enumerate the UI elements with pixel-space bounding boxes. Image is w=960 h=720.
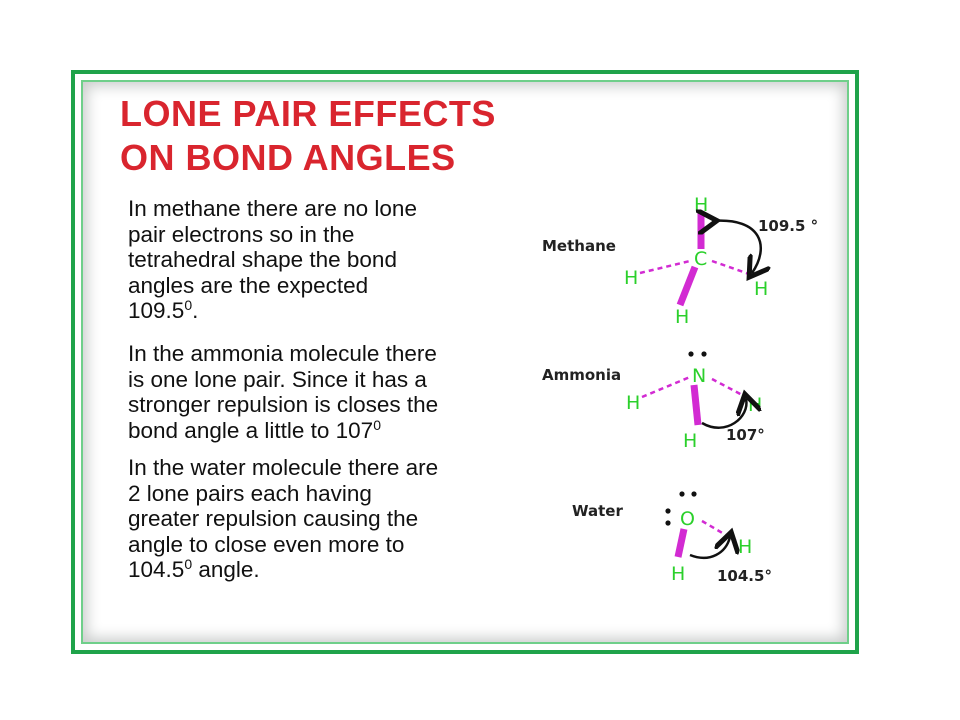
text-line: angle to close even more to xyxy=(128,531,405,557)
text-line: tetrahedral shape the bond xyxy=(128,247,397,272)
text-line: stronger repulsion is closes the xyxy=(128,392,439,417)
slide-title xyxy=(120,92,496,180)
hydrogen-atom: H xyxy=(624,267,639,289)
ammonia-diagram xyxy=(542,351,765,452)
bond-dashed xyxy=(712,379,746,397)
text-line: pair electrons so in the xyxy=(128,221,355,247)
angle-arrow xyxy=(712,221,761,273)
text-line: greater repulsion causing the xyxy=(128,506,419,531)
water-angle: 104.5° xyxy=(717,567,772,585)
water-label: Water xyxy=(572,502,623,520)
lone-pair-dot xyxy=(665,508,670,513)
bond-dashed xyxy=(642,377,690,397)
ammonia-paragraph xyxy=(128,341,528,443)
hydrogen-atom: H xyxy=(626,392,641,414)
bond-wedge xyxy=(694,385,698,425)
oxygen-atom: O xyxy=(680,508,695,530)
line-text: bond angle a little to 107 xyxy=(128,417,374,443)
text-line: angles are the expected xyxy=(128,272,369,298)
lone-pair-dot xyxy=(688,351,693,356)
lone-pair-dot xyxy=(665,520,670,525)
degree-superscript: 0 xyxy=(184,556,193,572)
water-paragraph xyxy=(128,455,528,583)
bond-dashed xyxy=(712,261,752,275)
line-suffix: . xyxy=(192,298,199,323)
hydrogen-atom: H xyxy=(694,194,709,216)
angle-arrow xyxy=(690,537,730,558)
nitrogen-atom: N xyxy=(692,365,707,387)
text-line: is one lone pair. Since it has a xyxy=(128,366,427,392)
lone-pair-dot xyxy=(691,491,696,496)
text-line xyxy=(128,298,528,324)
title-line-2: ON BOND ANGLES xyxy=(120,137,456,178)
methane-diagram xyxy=(542,194,818,328)
hydrogen-atom: H xyxy=(754,278,769,300)
angle-value: 109.5 xyxy=(128,298,185,323)
text-line xyxy=(128,418,528,444)
ammonia-label: Ammonia xyxy=(542,366,622,384)
bond-dashed xyxy=(640,261,690,273)
hydrogen-atom: H xyxy=(675,306,690,328)
text-line: In the water molecule there are xyxy=(128,455,439,480)
text-line xyxy=(128,557,528,583)
carbon-atom: C xyxy=(694,248,708,270)
line-suffix: angle. xyxy=(192,557,260,582)
methane-label: Methane xyxy=(542,237,616,255)
methane-paragraph xyxy=(128,196,528,324)
lone-pair-dot xyxy=(701,351,706,356)
ammonia-angle: 107° xyxy=(726,426,765,444)
title-line-1: LONE PAIR EFFECTS xyxy=(120,93,496,134)
hydrogen-atom: H xyxy=(738,536,753,558)
hydrogen-atom: H xyxy=(671,563,686,585)
angle-arrow xyxy=(702,399,746,428)
molecule-diagrams xyxy=(530,185,850,605)
text-line: 2 lone pairs each having xyxy=(128,480,372,506)
text-line: In the ammonia molecule there xyxy=(128,341,437,366)
text-line: In methane there are no lone xyxy=(128,196,417,221)
hydrogen-atom: H xyxy=(748,394,763,416)
bond-wedge xyxy=(680,267,695,305)
degree-superscript: 0 xyxy=(184,297,193,313)
hydrogen-atom: H xyxy=(683,430,698,452)
degree-superscript: 0 xyxy=(373,416,381,433)
angle-value: 104.5 xyxy=(128,557,185,582)
water-diagram xyxy=(572,491,772,585)
lone-pair-dot xyxy=(679,491,684,496)
bond-wedge xyxy=(678,529,684,557)
methane-angle: 109.5 ° xyxy=(758,217,819,235)
